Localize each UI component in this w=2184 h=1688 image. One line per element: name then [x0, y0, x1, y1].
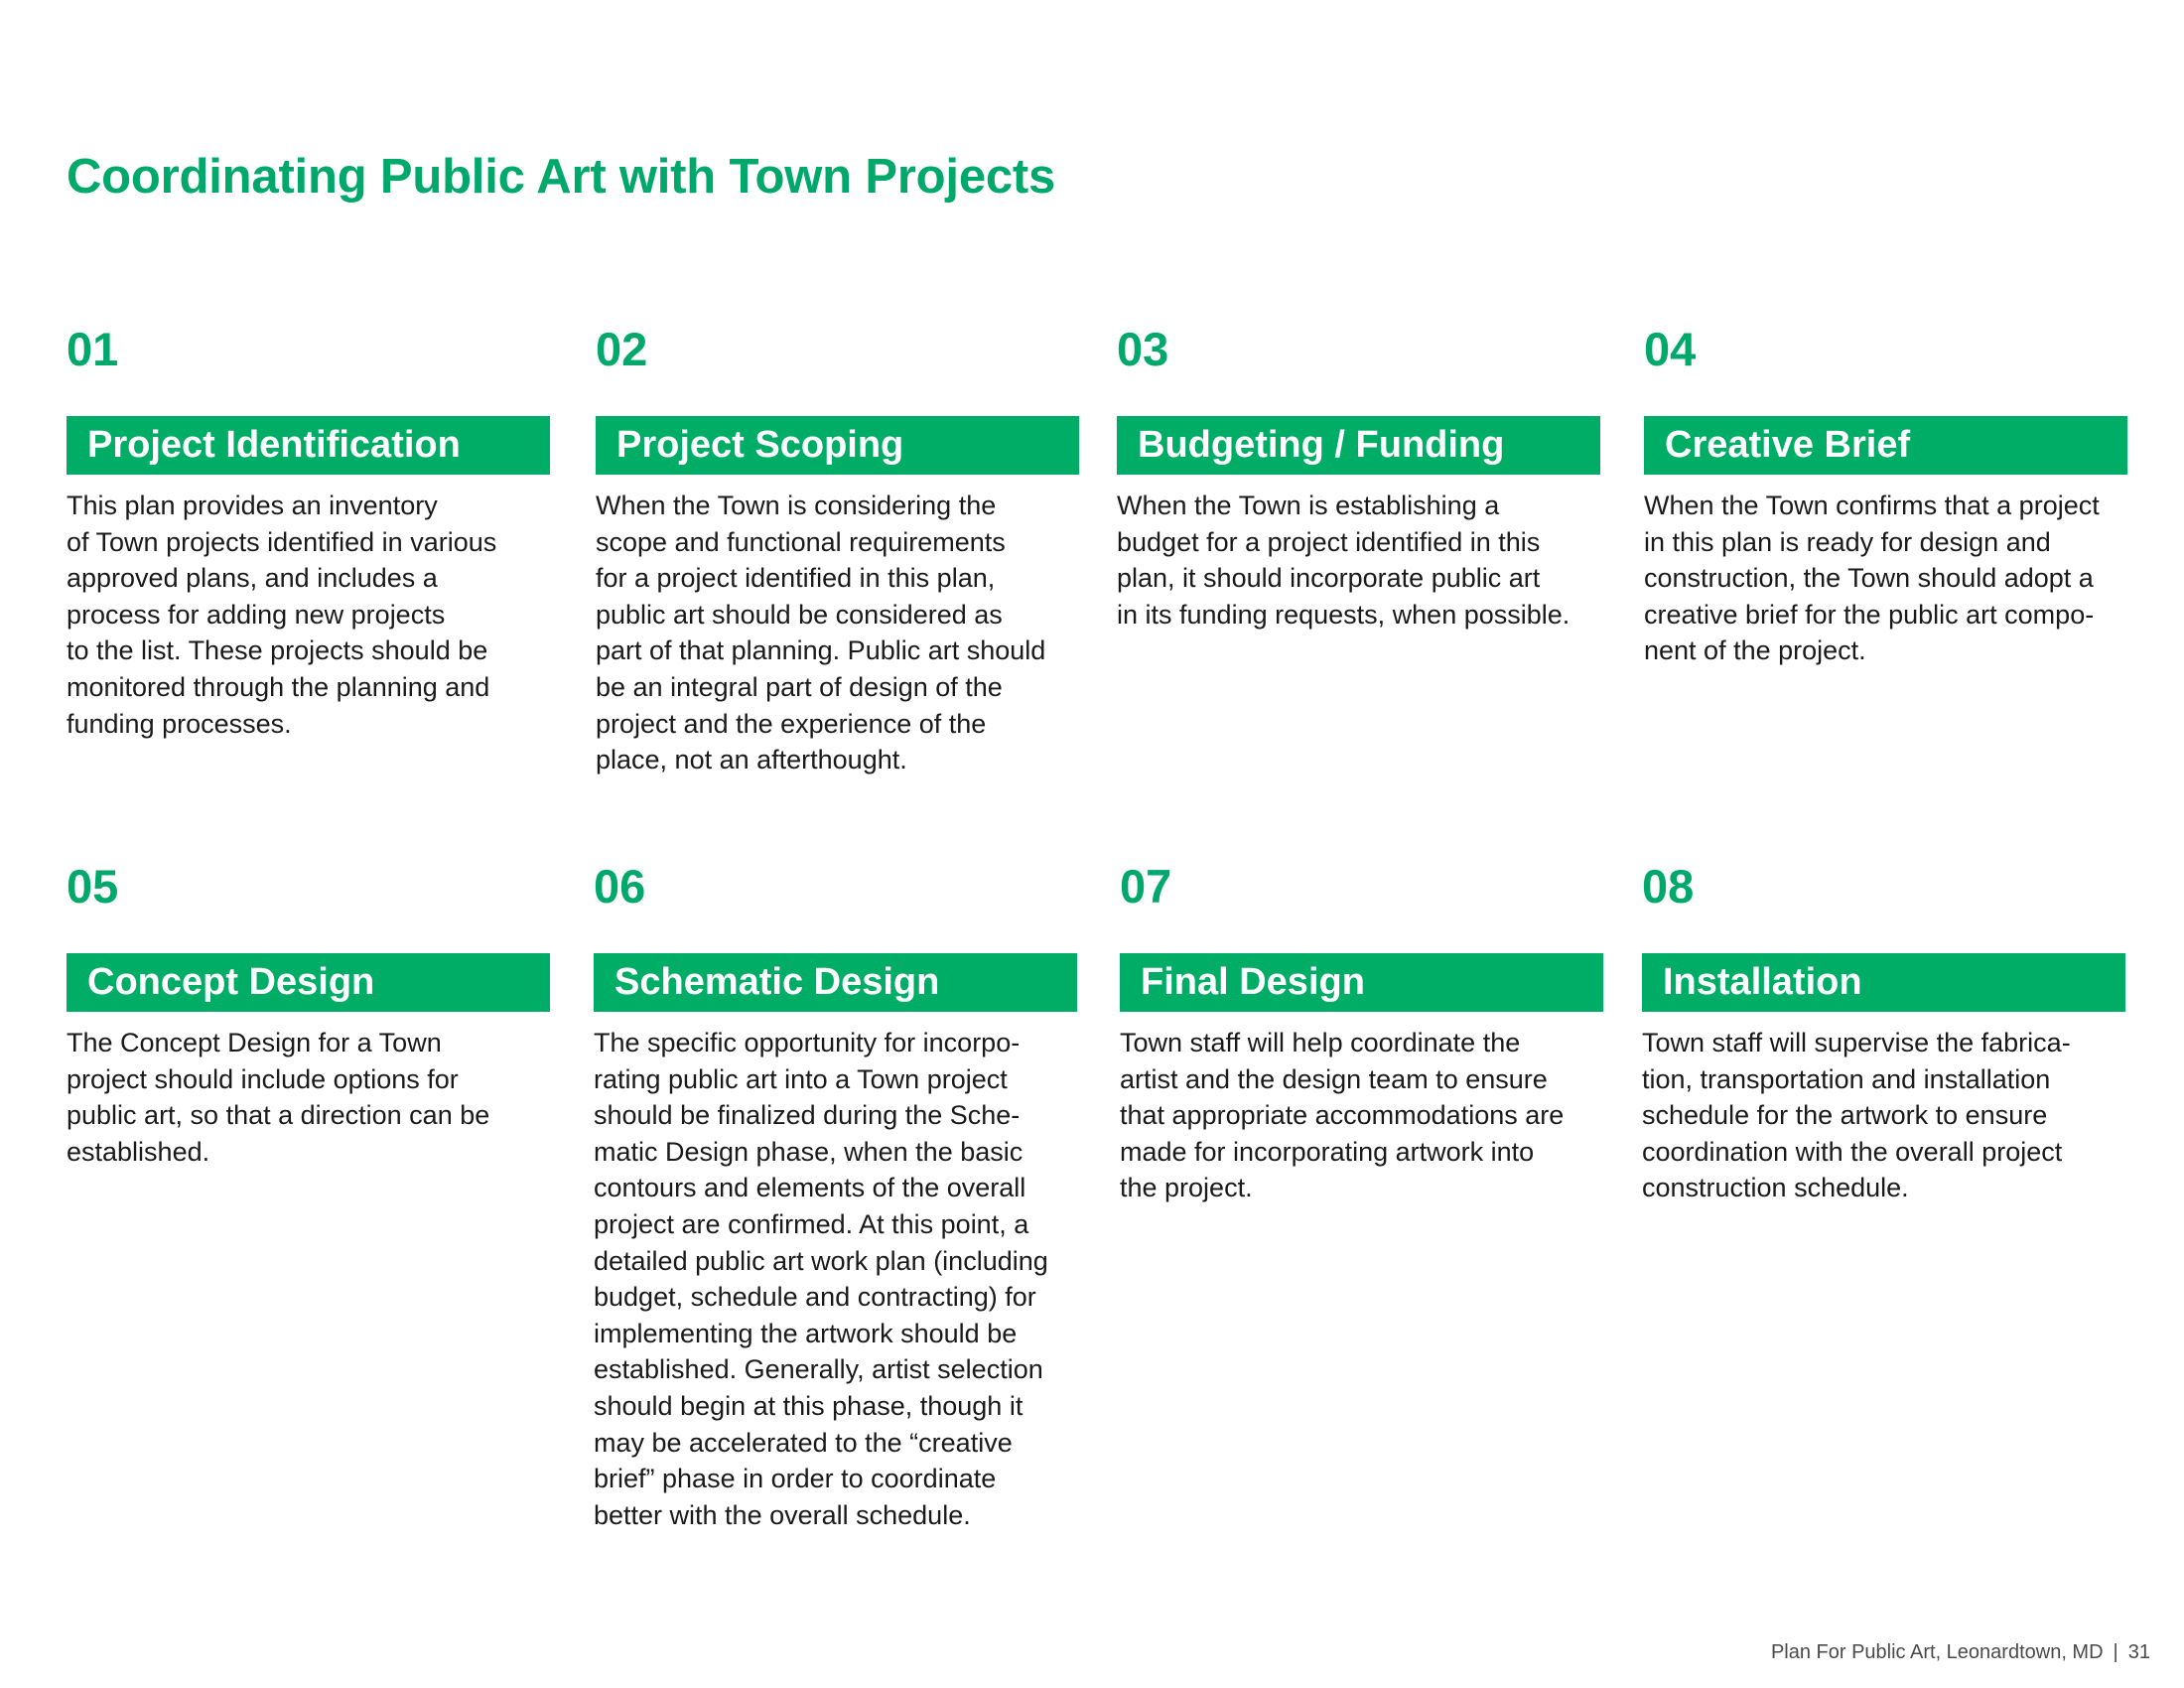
step-title-bar — [594, 953, 1077, 1012]
footer-separator: | — [2113, 1641, 2118, 1663]
step-title: Concept Design — [87, 961, 375, 1003]
page-title: Coordinating Public Art with Town Projects — [67, 150, 1056, 204]
step-description: Town staff will supervise the fabrica- tion, transportation and installation schedule for the artwork to ensure coordination with the overall project construction schedule. — [1642, 1028, 2071, 1203]
step-06 — [594, 860, 1077, 1530]
step-number: 04 — [1644, 323, 1697, 375]
step-title-bar — [1644, 416, 2127, 475]
step-number: 06 — [594, 860, 646, 913]
step-description: When the Town is considering the scope and functional requirements for a project identified in this plan, public art should be considered as part of that planning. Public art should be an integral part of design of the project and the experience of the place, not an afterthought. — [596, 491, 1046, 775]
footer-document-title: Plan For Public Art, Leonardtown, MD — [1770, 1641, 2104, 1663]
step-title: Schematic Design — [614, 961, 940, 1003]
step-title: Installation — [1663, 961, 1862, 1003]
step-number: 07 — [1120, 860, 1172, 913]
step-number: 05 — [67, 860, 119, 913]
step-description: The specific opportunity for incorpo- rating public art into a Town project should be finalized during the Sche- matic Design phase, when the basic contours and elements of the overall project are confirmed. At this point, a detailed public art work plan (including budget, schedule and contracting) for implementing the artwork should be established. Generally, artist selection should begin at this phase, though it may be accelerated to the “creative brief” phase in order to coordinate better with the overall schedule. — [594, 1028, 1048, 1530]
step-description: When the Town is establishing a budget for a project identified in this plan, it should incorporate public art in its funding requests, when possible. — [1117, 491, 1570, 630]
step-08 — [1642, 860, 2125, 1203]
step-number: 08 — [1642, 860, 1695, 913]
step-title-bar — [1642, 953, 2125, 1012]
step-number: 01 — [67, 323, 119, 375]
step-01 — [67, 323, 550, 739]
step-title-bar — [67, 416, 550, 475]
step-title: Project Scoping — [616, 424, 904, 466]
step-description: The Concept Design for a Town project should include options for public art, so that a direction can be established. — [67, 1028, 490, 1167]
step-title: Creative Brief — [1665, 424, 1911, 466]
step-title: Final Design — [1141, 961, 1365, 1003]
step-title-bar — [1117, 416, 1600, 475]
step-title: Budgeting / Funding — [1138, 424, 1505, 466]
page-number: 31 — [2127, 1641, 2150, 1663]
step-description: When the Town confirms that a project in this plan is ready for design and construction, the Town should adopt a creative brief for the public art compo- nent of the project. — [1644, 491, 2100, 666]
step-02 — [596, 323, 1079, 775]
step-description: This plan provides an inventory of Town projects identified in various approved plans, and includes a process for adding new projects to the list. These projects should be monitored through the planning and funding processes. — [67, 491, 497, 739]
step-title: Project Identification — [87, 424, 461, 466]
step-04 — [1644, 323, 2127, 666]
step-05 — [67, 860, 550, 1167]
step-07 — [1120, 860, 1603, 1203]
step-title-bar — [1120, 953, 1603, 1012]
step-03 — [1117, 323, 1600, 630]
step-title-bar — [67, 953, 550, 1012]
page-footer — [1771, 1641, 2150, 1664]
step-title-bar — [596, 416, 1079, 475]
step-number: 02 — [596, 323, 648, 375]
step-number: 03 — [1117, 323, 1169, 375]
step-description: Town staff will help coordinate the artist and the design team to ensure that appropriate accommodations are made for incorporating artwork into the project. — [1120, 1028, 1565, 1203]
